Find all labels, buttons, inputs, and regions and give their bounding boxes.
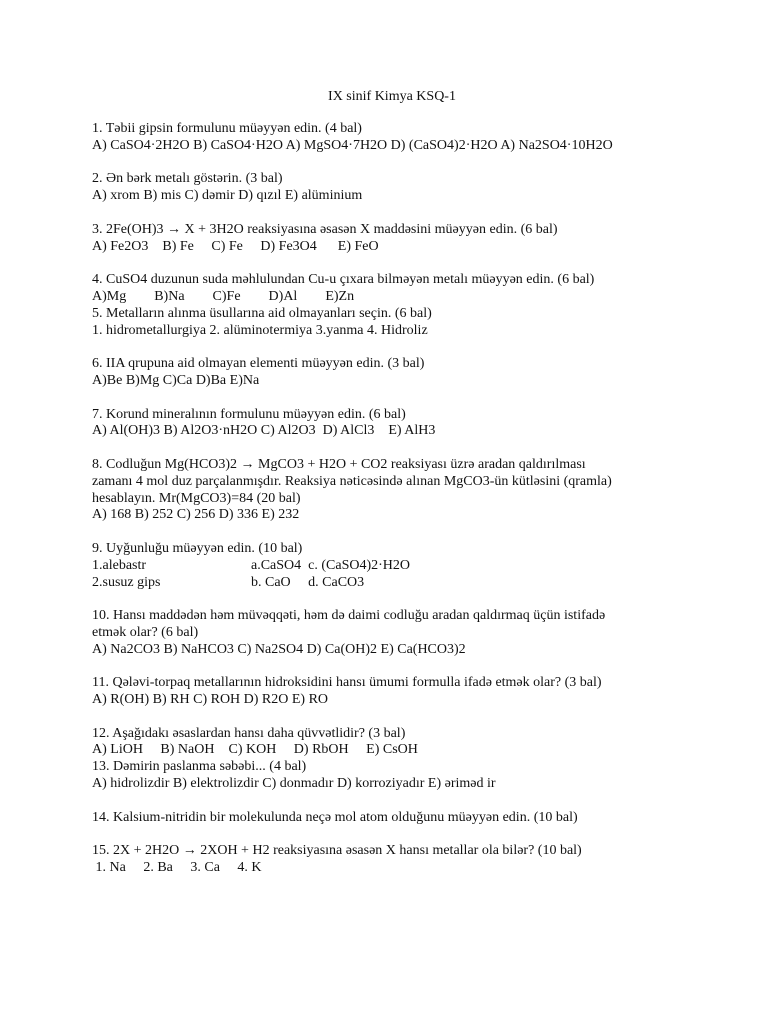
question-text: 9. Uyğunluğu müəyyən edin. (10 bal) [92,540,303,556]
question-2 [92,171,712,205]
answer-options: A) hidrolizdir B) elektrolizdir C) donmadır D) korroziyadır E) əriməd ir [92,776,496,792]
spacer [92,255,712,272]
question-text: 14. Kalsium-nitridin bir molekulunda neçə mol atom olduğunu müəyyən edin. (10 bal) [92,809,578,825]
question-7 [92,407,712,441]
question-1 [92,121,712,155]
matching-left-item: 2.susuz gips [92,574,161,590]
spacer [92,793,712,810]
question-text: 15. 2X + 2H2O → 2XOH + H2 reaksiyasına əsasən X hansı metallar ola bilər? (10 bal) [92,843,582,859]
question-8 [92,457,712,524]
matching-left-item: 1.alebastr [92,557,147,573]
question-text: 2. Ən bərk metalı göstərin. (3 bal) [92,171,283,187]
question-14 [92,810,712,827]
spacer [92,524,712,541]
answer-options: A) xrom B) mis C) dəmir D) qızıl E) alüminium [92,188,363,204]
answer-options: 1. Na 2. Ba 3. Ca 4. K [92,860,262,876]
question-text: 4. CuSO4 duzunun suda məhlulundan Cu-u çıxara bilməyən metalı müəyyən edin. (6 bal) [92,272,595,288]
document-page [92,88,712,877]
question-text: 12. Aşağıdakı əsaslardan hansı daha qüvvətlidir? (3 bal) [92,725,406,741]
question-text: 13. Dəmirin paslanma səbəbi... (4 bal) [92,759,307,775]
question-text-line-1: 8. Codluğun Mg(HCO3)2 → MgCO3 + H2O + CO2 reaksiyası üzrə aradan qaldırılması [92,456,586,472]
question-text: 7. Korund mineralının formulunu müəyyən edin. (6 bal) [92,406,406,422]
question-6 [92,356,712,390]
question-text-line-1: 10. Hansı maddədən həm müvəqqəti, həm də daimi codluğu aradan qaldırmaq üçün istifadə [92,608,606,624]
answer-options: A) 168 B) 252 C) 256 D) 336 E) 232 [92,507,300,523]
question-15 [92,843,712,877]
spacer [92,155,712,172]
answer-options: A) LiOH B) NaOH C) KOH D) RbOH E) CsOH [92,742,418,758]
question-4 [92,272,712,306]
question-text: 5. Metalların alınma üsullarına aid olmayanları seçin. (6 bal) [92,305,432,321]
spacer [92,659,712,676]
matching-right-items: a.CaSO4 c. (CaSO4)2·H2O [251,557,411,573]
question-12 [92,726,712,760]
question-11 [92,675,712,709]
answer-options: A) CaSO4·2H2O B) CaSO4·H2O A) MgSO4·7H2O D) (CaSO4)2·H2O A) Na2SO4·10H2O [92,137,613,153]
spacer [92,826,712,843]
spacer [92,205,712,222]
question-text: 1. Təbii gipsin formulunu müəyyən edin. (4 bal) [92,121,362,136]
question-text-line-2: zamanı 4 mol duz parçalanmışdır. Reaksiya nəticəsində alınan MgCO3-ün kütləsini (qramla) [92,473,612,489]
answer-options: A) Al(OH)3 B) Al2O3·nH2O C) Al2O3 D) AlCl3 E) AlH3 [92,423,436,439]
answer-options: A) Fe2O3 B) Fe C) Fe D) Fe3O4 E) FeO [92,238,379,254]
question-9 [92,541,712,591]
answer-options: A) Na2CO3 B) NaHCO3 C) Na2SO4 D) Ca(OH)2 E) Ca(HCO3)2 [92,641,466,657]
answer-options: 1. hidrometallurgiya 2. alüminotermiya 3.yanma 4. Hidroliz [92,322,428,338]
spacer [92,339,712,356]
matching-right-items: b. CaO d. CaCO3 [251,574,365,590]
spacer [92,440,712,457]
question-13 [92,759,712,793]
question-text-line-3: hesablayın. Mr(MgCO3)=84 (20 bal) [92,490,301,506]
matching-row-2 [92,575,712,592]
question-text-line-2: etmək olar? (6 bal) [92,624,199,640]
answer-options: A) R(OH) B) RH C) ROH D) R2O E) RO [92,692,329,708]
answer-options: A)Be B)Mg C)Ca D)Ba E)Na [92,372,260,388]
question-text: 11. Qələvi-torpaq metallarının hidroksidini hansı ümumi formulla ifadə etmək olar? (3 bal) [92,675,602,691]
answer-options: A)Mg B)Na C)Fe D)Al E)Zn [92,288,355,304]
question-text: 3. 2Fe(OH)3 → X + 3H2O reaksiyasına əsasən X maddəsini müəyyən edin. (6 bal) [92,221,558,237]
question-3 [92,222,712,256]
document-title: IX sinif Kimya KSQ-1 [328,89,456,104]
spacer [92,390,712,407]
question-10 [92,608,712,658]
matching-row-1 [92,558,712,575]
question-5 [92,306,712,340]
spacer [92,709,712,726]
question-text: 6. IIA qrupuna aid olmayan elementi müəyyən edin. (3 bal) [92,356,425,372]
spacer [92,591,712,608]
